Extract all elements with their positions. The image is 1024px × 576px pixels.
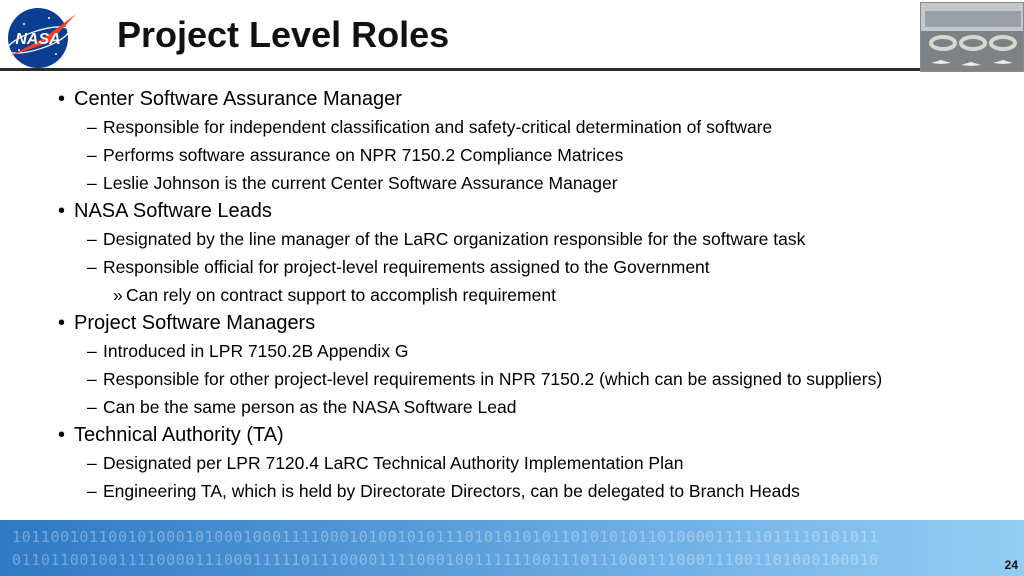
list-item: – Responsible for other project-level requirements in NPR 7150.2 (which can be assigned to suppliers) xyxy=(58,365,998,393)
bullet-icon: • xyxy=(58,200,66,222)
double-chevron-icon: » xyxy=(113,285,123,305)
list-item: – Designated by the line manager of the LaRC organization responsible for the software task xyxy=(58,225,998,253)
binary-pattern: 011011001001111000011100011111011100001111000100111111001110111000111000111001101000100010 xyxy=(12,551,879,569)
footer-banner xyxy=(0,520,1024,576)
list-item: • NASA Software Leads xyxy=(58,197,998,225)
nasa-logo xyxy=(4,4,80,68)
list-item: – Engineering TA, which is held by Directorate Directors, can be delegated to Branch Heads xyxy=(58,477,998,505)
dash-icon: – xyxy=(87,481,97,501)
dash-icon: – xyxy=(87,173,97,193)
list-item: – Responsible official for project-level requirements assigned to the Government xyxy=(58,253,998,281)
list-item: – Leslie Johnson is the current Center Software Assurance Manager xyxy=(58,169,998,197)
dash-icon: – xyxy=(87,229,97,249)
bullet-icon: • xyxy=(58,424,66,446)
list-item: – Designated per LPR 7120.4 LaRC Technical Authority Implementation Plan xyxy=(58,449,998,477)
bullet-icon: • xyxy=(58,88,66,110)
dash-icon: – xyxy=(87,257,97,277)
dash-icon: – xyxy=(87,397,97,417)
list-item: – Introduced in LPR 7150.2B Appendix G xyxy=(58,337,998,365)
binary-pattern: 101100101100101000101000100011110001010010101110101010101101010101101000011111011110101011 xyxy=(12,528,879,546)
list-item: • Center Software Assurance Manager xyxy=(58,85,998,113)
dash-icon: – xyxy=(87,341,97,361)
page-number: 24 xyxy=(1004,558,1018,572)
list-item: • Technical Authority (TA) xyxy=(58,421,998,449)
dash-icon: – xyxy=(87,453,97,473)
bullet-icon: • xyxy=(58,312,66,334)
list-item: – Can be the same person as the NASA Software Lead xyxy=(58,393,998,421)
list-item: » Can rely on contract support to accomplish requirement xyxy=(58,281,998,309)
langley-anniversary-photo xyxy=(920,2,1024,72)
slide-title: Project Level Roles xyxy=(117,14,450,55)
slide-body xyxy=(58,85,998,505)
list-item: – Performs software assurance on NPR 7150.2 Compliance Matrices xyxy=(58,141,998,169)
dash-icon: – xyxy=(87,117,97,137)
list-item: – Responsible for independent classification and safety-critical determination of software xyxy=(58,113,998,141)
title-divider xyxy=(0,68,922,71)
dash-icon: – xyxy=(87,145,97,165)
svg-text:NASA: NASA xyxy=(15,31,61,48)
list-item: • Project Software Managers xyxy=(58,309,998,337)
dash-icon: – xyxy=(87,369,97,389)
